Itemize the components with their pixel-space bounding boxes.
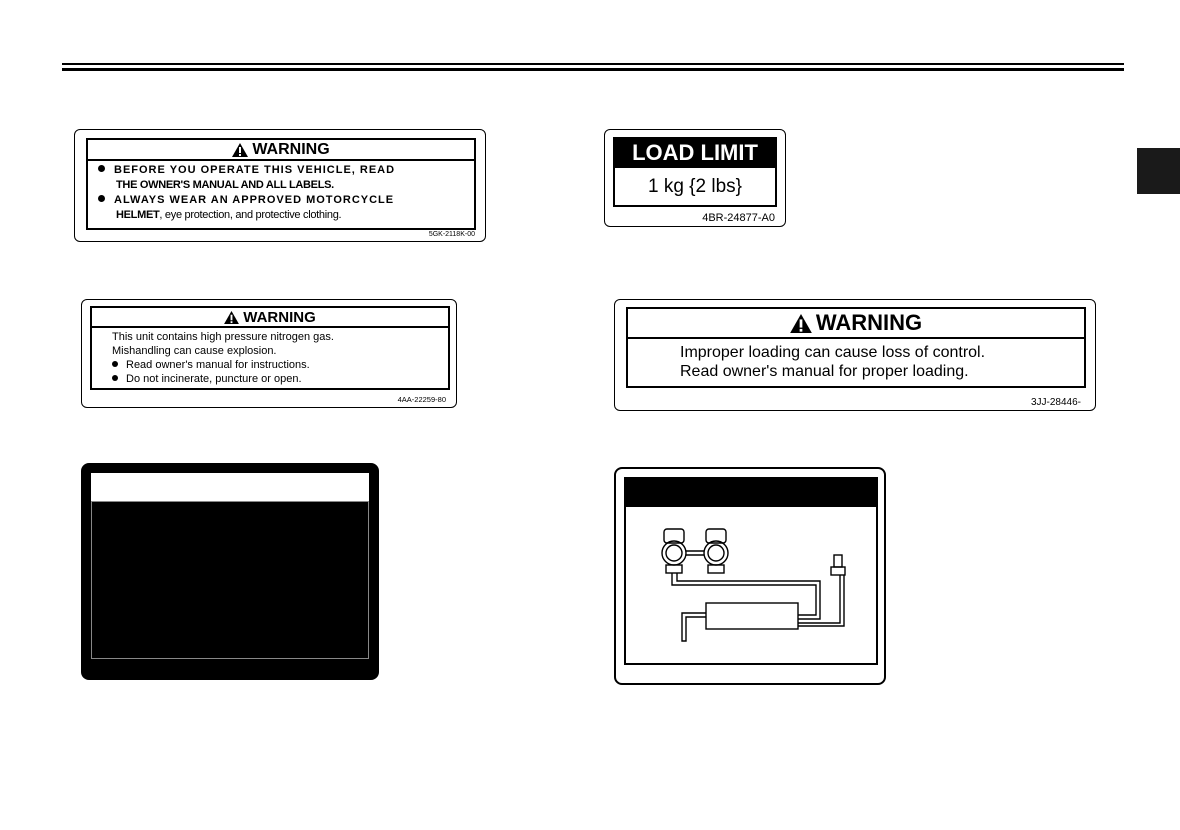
warning-triangle-icon xyxy=(232,143,248,157)
header-rule-bottom xyxy=(62,68,1124,71)
loading-warning-code: 3JJ-28446- xyxy=(1030,397,1081,408)
load-limit-code: 4BR-24877-A0 xyxy=(702,212,775,224)
bullet-icon xyxy=(98,165,105,172)
rider-warning-header xyxy=(88,140,474,161)
loading-warning-frame xyxy=(626,307,1086,388)
bullet-icon xyxy=(98,195,105,202)
hose-routing-diagram xyxy=(616,469,888,687)
bullet-icon xyxy=(112,361,118,367)
loading-warning-line1: Improper loading can cause loss of control. xyxy=(680,344,986,361)
nitrogen-warning-header xyxy=(92,308,448,328)
rider-warning-line2: THE OWNER'S MANUAL AND ALL LABELS. xyxy=(116,179,334,191)
nitrogen-warning-label xyxy=(81,299,457,408)
rider-warning-title: WARNING xyxy=(252,140,330,158)
nitrogen-warning-title: WARNING xyxy=(243,308,316,326)
nitrogen-warning-bullet1: Read owner's manual for instructions. xyxy=(126,359,310,371)
section-tab-marker xyxy=(1137,148,1180,194)
nitrogen-warning-line1: This unit contains high pressure nitrogen gas. xyxy=(112,331,334,343)
rider-warning-frame xyxy=(86,138,476,230)
nitrogen-warning-code: 4AA-22259-80 xyxy=(397,395,446,404)
load-limit-value: 1 kg {2 lbs} xyxy=(613,168,777,207)
loading-warning-header xyxy=(628,309,1084,339)
load-limit-title: LOAD LIMIT xyxy=(613,137,777,168)
hose-diagram-label xyxy=(614,467,886,685)
rider-warning-line4-rest: , eye protection, and protective clothing. xyxy=(159,209,342,221)
header-rule-top xyxy=(62,63,1124,65)
blank-label-panel xyxy=(91,501,369,659)
warning-triangle-icon xyxy=(790,314,812,333)
blank-label-band xyxy=(91,473,369,501)
bullet-icon xyxy=(112,375,118,381)
rider-warning-code: 5GK-2118K-00 xyxy=(428,231,475,238)
rider-warning-line3: ALWAYS WEAR AN APPROVED MOTORCYCLE xyxy=(114,194,395,206)
nitrogen-warning-line2: Mishandling can cause explosion. xyxy=(112,345,277,357)
rider-warning-label xyxy=(74,129,486,242)
load-limit-label xyxy=(604,129,786,227)
rider-warning-line4-bold: HELMET xyxy=(116,209,160,221)
loading-warning-title: WARNING xyxy=(815,310,923,335)
loading-warning-line2: Read owner's manual for proper loading. xyxy=(680,363,969,380)
loading-warning-label xyxy=(614,299,1096,411)
nitrogen-warning-frame xyxy=(90,306,450,390)
blank-black-label xyxy=(81,463,379,680)
rider-warning-line1: BEFORE YOU OPERATE THIS VEHICLE, READ xyxy=(114,164,396,176)
warning-triangle-icon xyxy=(224,311,239,324)
nitrogen-warning-bullet2: Do not incinerate, puncture or open. xyxy=(126,373,302,385)
